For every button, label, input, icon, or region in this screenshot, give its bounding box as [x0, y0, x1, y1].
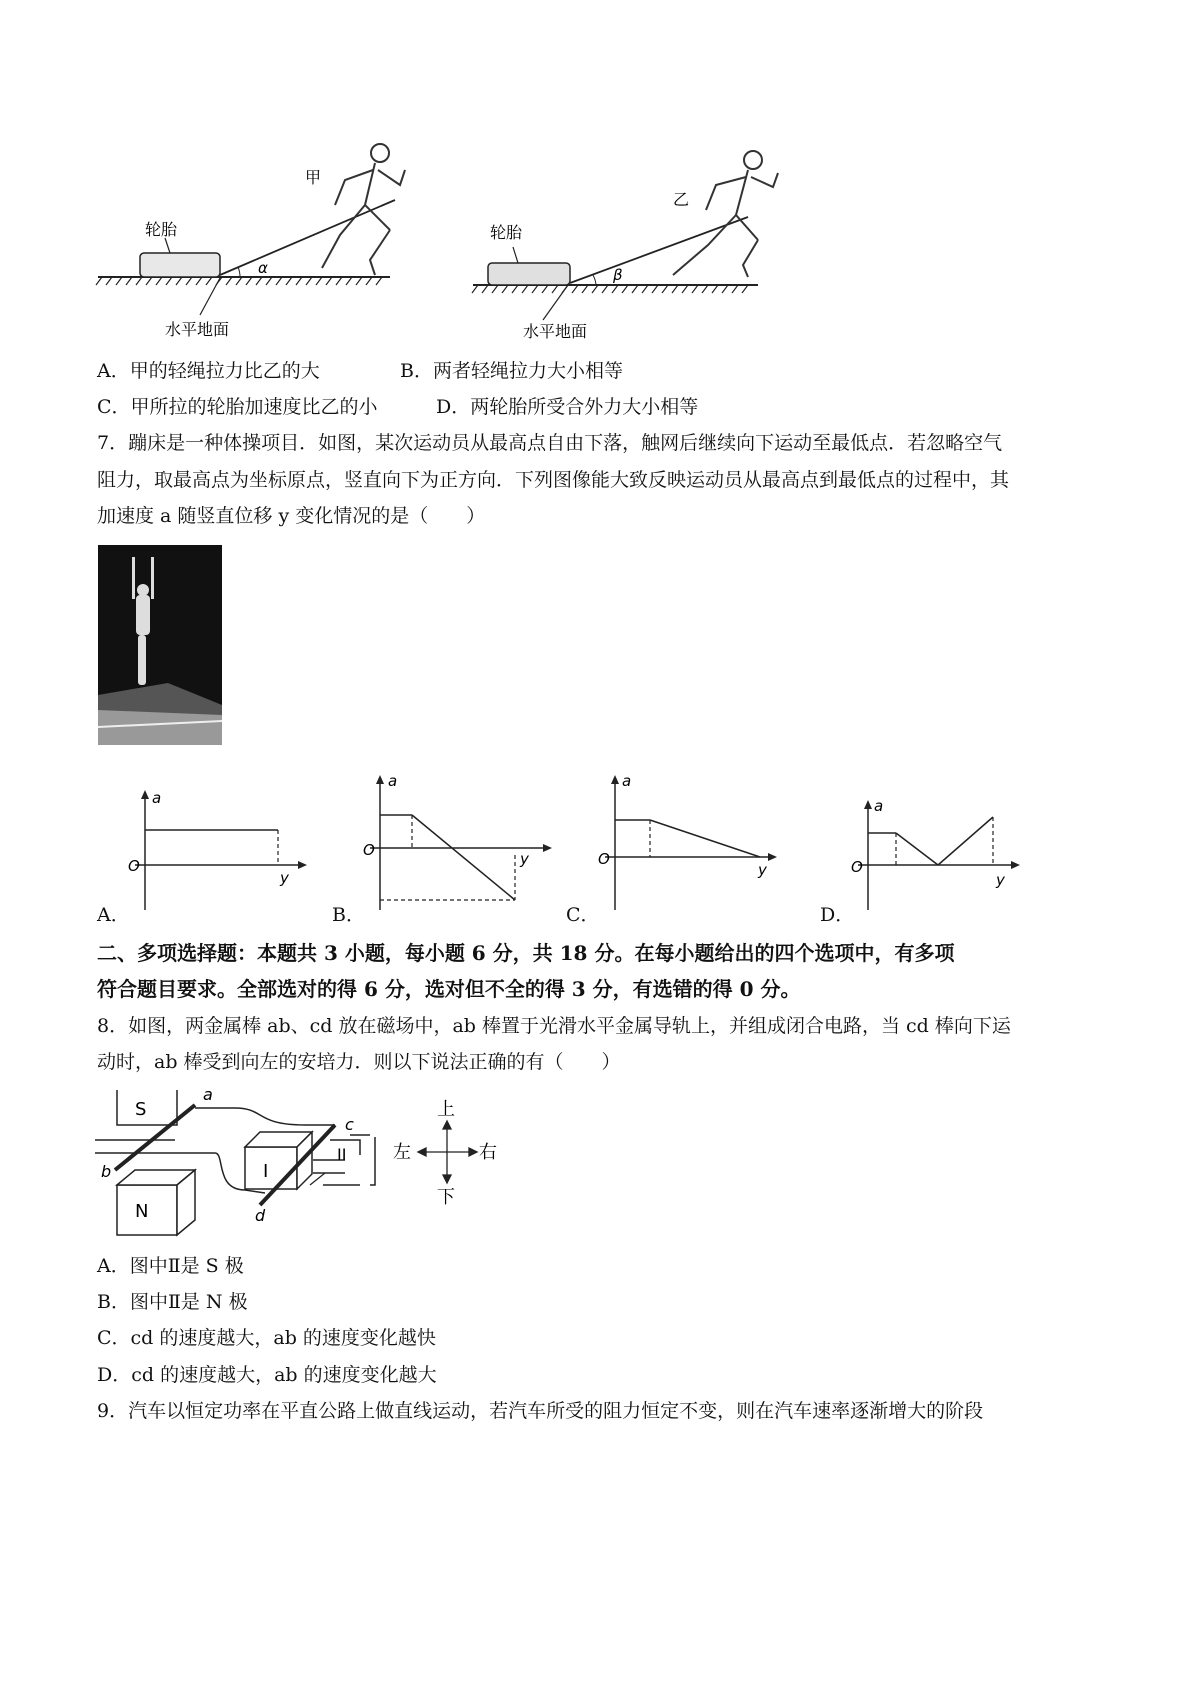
tire-label: 轮胎: [490, 223, 523, 242]
rod-end-a: a: [203, 1085, 213, 1104]
q7-option-b-label[interactable]: B．: [332, 904, 365, 926]
q8-stem-line-1: 8．如图，两金属棒 ab、cd 放在磁场中，ab 棒置于光滑水平金属导轨上，并组成闭合电路，当 cd 棒向下运: [97, 1015, 1011, 1037]
runner-jia: [322, 144, 405, 275]
q7-stem-line-2: 阻力，取最高点为坐标原点，竖直向下为正方向．下列图像能大致反映运动员从最高点到最低点的过程中，其: [97, 469, 1010, 491]
axis-label-a: a: [622, 772, 632, 790]
q7-graph-c[interactable]: [590, 770, 790, 915]
axis-label-y: y: [996, 871, 1005, 889]
q7-graph-b[interactable]: [360, 770, 560, 915]
pole-ii-label: II: [337, 1145, 347, 1164]
dir-down-label: 下: [437, 1187, 455, 1208]
tire: [140, 253, 220, 277]
ground-label: 水平地面: [523, 322, 588, 341]
pole-i-label: I: [263, 1161, 269, 1182]
rod-end-d: d: [255, 1206, 266, 1225]
q7-option-c-label[interactable]: C．: [566, 904, 600, 926]
q7-option-a-label[interactable]: A．: [97, 904, 130, 926]
dir-up-label: 上: [437, 1099, 455, 1120]
q7-graph-a[interactable]: [120, 785, 310, 915]
person-label-yi: 乙: [673, 190, 690, 209]
q6-figure-right: [468, 125, 798, 350]
q6-option-c[interactable]: C．甲所拉的轮胎加速度比乙的小: [97, 396, 378, 418]
person-label-jia: 甲: [305, 168, 322, 187]
origin-label: O: [851, 858, 863, 876]
q6-option-d[interactable]: D．两轮胎所受合外力大小相等: [436, 396, 699, 418]
q7-stem-line-1: 7．蹦床是一种体操项目．如图，某次运动员从最高点自由下落，触网后继续向下运动至最低点．若忽略空气: [97, 432, 1003, 454]
magnet-n-label: N: [135, 1201, 149, 1222]
magnet-s-label: S: [135, 1099, 147, 1120]
q7-stem-line-3: 加速度 a 随竖直位移 y 变化情况的是（ ）: [97, 505, 486, 527]
q8-figure: [95, 1085, 515, 1245]
angle-alpha: α: [258, 259, 268, 277]
q6-option-a[interactable]: A．甲的轻绳拉力比乙的大: [97, 360, 320, 382]
q7-graph-d[interactable]: [848, 795, 1028, 915]
rod-end-b: b: [101, 1162, 112, 1181]
q9-stem-line-1: 9．汽车以恒定功率在平直公路上做直线运动，若汽车所受的阻力恒定不变，则在汽车速率逐渐增大的阶段: [97, 1400, 984, 1422]
q8-option-c[interactable]: C．cd 的速度越大，ab 的速度变化越快: [97, 1327, 436, 1349]
dir-left-label: 左: [393, 1142, 411, 1163]
q8-stem-line-2: 动时，ab 棒受到向左的安培力．则以下说法正确的有（ ）: [97, 1051, 621, 1073]
section2-header-line-1: 二、多项选择题：本题共 3 小题，每小题 6 分，共 18 分。在每小题给出的四个选项中，有多项: [97, 941, 955, 965]
trampoline-photo: [98, 545, 222, 745]
axis-label-y: y: [520, 850, 529, 868]
origin-label: O: [128, 857, 140, 875]
q6-figure-left: [90, 125, 420, 350]
runner-yi: [673, 151, 778, 277]
origin-label: O: [363, 841, 375, 859]
tire-label: 轮胎: [145, 220, 178, 239]
q8-option-a[interactable]: A．图中Ⅱ是 S 极: [97, 1255, 244, 1277]
rod-end-c: c: [345, 1115, 354, 1134]
axis-label-a: a: [874, 797, 884, 815]
origin-label: O: [598, 850, 610, 868]
section2-header-line-2: 符合题目要求。全部选对的得 6 分，选对但不全的得 3 分，有选错的得 0 分。: [97, 977, 801, 1001]
axis-label-y: y: [280, 869, 289, 887]
angle-beta: β: [613, 266, 623, 284]
dir-right-label: 右: [479, 1142, 497, 1163]
q8-option-b[interactable]: B．图中Ⅱ是 N 极: [97, 1291, 248, 1313]
axis-label-y: y: [758, 861, 767, 879]
q7-option-d-label[interactable]: D．: [820, 904, 855, 926]
ground-label: 水平地面: [165, 320, 230, 339]
axis-label-a: a: [152, 789, 162, 807]
q6-option-b[interactable]: B．两者轻绳拉力大小相等: [400, 360, 623, 382]
direction-compass-icon: [418, 1121, 477, 1183]
q8-option-d[interactable]: D．cd 的速度越大，ab 的速度变化越大: [97, 1364, 437, 1386]
axis-label-a: a: [388, 772, 398, 790]
tire: [488, 263, 570, 285]
